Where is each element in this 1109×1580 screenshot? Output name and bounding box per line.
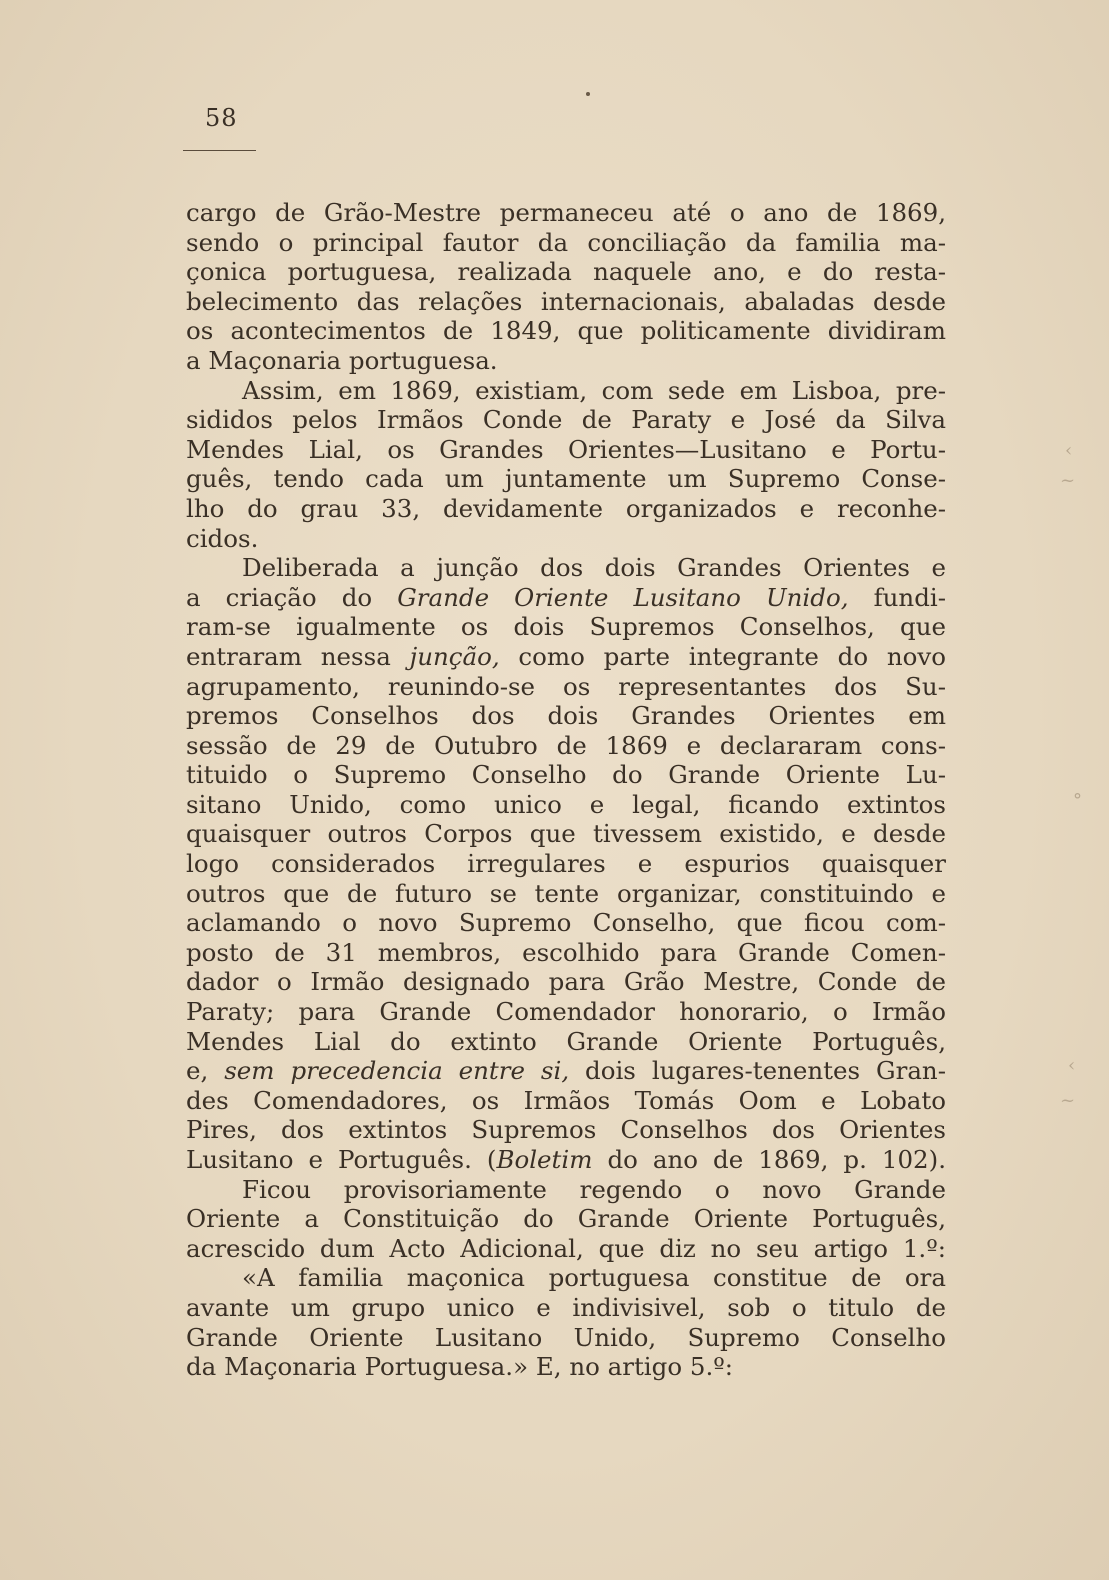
text-span: a criação do xyxy=(186,582,398,612)
italic-span: Boletim xyxy=(496,1145,593,1174)
text-line: sitano Unido, como unico e legal, ficando extintos xyxy=(186,789,946,819)
margin-mark: ~ xyxy=(1060,1090,1076,1111)
text-span: fundi- xyxy=(848,582,946,612)
text-line: Assim, em 1869, existiam, com sede em Lisboa, pre- xyxy=(242,375,946,405)
text-line: dador o Irmão designado para Grão Mestre, Conde de xyxy=(186,967,946,997)
text-line: Oriente a Constituição do Grande Oriente Português, xyxy=(186,1204,946,1234)
text-line: Deliberada a junção dos dois Grandes Orientes e xyxy=(242,553,946,583)
text-line: des Comendadores, os Irmãos Tomás Oom e Lobato xyxy=(186,1085,946,1115)
text-line xyxy=(186,1145,946,1175)
page-number: 58 xyxy=(205,104,238,132)
text-line: acrescido dum Acto Adicional, que diz no seu artigo 1.º: xyxy=(186,1233,946,1263)
text-span: dois lugares-tenentes Gran- xyxy=(569,1056,946,1086)
text-span: entraram nessa xyxy=(186,641,410,671)
text-line: os acontecimentos de 1849, que politicamente dividiram xyxy=(186,316,946,346)
text-line: da Maçonaria Portuguesa.» E, no artigo 5.º: xyxy=(186,1352,734,1382)
text-line: a Maçonaria portuguesa. xyxy=(186,345,498,375)
text-span: do ano de 1869, p. 102). xyxy=(592,1145,946,1174)
text-span: Lusitano e Português. ( xyxy=(186,1145,497,1174)
text-line: Mendes Lial do extinto Grande Oriente Português, xyxy=(186,1026,946,1056)
text-line: cidos. xyxy=(186,523,259,553)
margin-mark: ~ xyxy=(1060,470,1076,491)
text-line: outros que de futuro se tente organizar, constituindo e xyxy=(186,878,946,908)
text-line xyxy=(186,1056,946,1086)
header-rule xyxy=(183,150,256,151)
text-line xyxy=(186,583,946,613)
text-line: cargo de Grão-Mestre permaneceu até o ano de 1869, xyxy=(186,198,946,227)
text-line: belecimento das relações internacionais, abaladas desde xyxy=(186,286,946,316)
text-line: agrupamento, reunindo-se os representantes dos Su- xyxy=(186,671,946,701)
text-line: «A familia maçonica portuguesa constitue de ora xyxy=(242,1263,946,1293)
text-line: quaisquer outros Corpos que tivessem existido, e desde xyxy=(186,819,946,849)
text-line: posto de 31 membros, escolhido para Grande Comen- xyxy=(186,937,946,967)
text-line: sessão de 29 de Outubro de 1869 e declararam cons- xyxy=(186,730,946,760)
text-line: logo considerados irregulares e espurios quaisquer xyxy=(186,849,946,879)
text-line: Grande Oriente Lusitano Unido, Supremo Conselho xyxy=(186,1322,946,1352)
text-line: Paraty; para Grande Comendador honorario, o Irmão xyxy=(186,997,946,1027)
text-line: sendo o principal fautor da conciliação da familia ma- xyxy=(186,227,946,257)
text-line: Pires, dos extintos Supremos Conselhos dos Orientes xyxy=(186,1115,946,1145)
text-line: Mendes Lial, os Grandes Orientes—Lusitano e Portu- xyxy=(186,434,946,464)
text-span: e, xyxy=(186,1056,225,1086)
italic-span: junção, xyxy=(409,641,500,671)
text-line: tituido o Supremo Conselho do Grande Oriente Lu- xyxy=(186,760,946,790)
paper-speck xyxy=(586,92,590,96)
text-line: premos Conselhos dos dois Grandes Orientes em xyxy=(186,701,946,731)
margin-mark: ‹ xyxy=(1068,1055,1076,1076)
margin-mark: ° xyxy=(1073,790,1082,811)
italic-span: Grande Oriente Lusitano Unido, xyxy=(397,582,849,612)
text-line: avante um grupo unico e indivisivel, sob o titulo de xyxy=(186,1292,946,1322)
italic-span: sem precedencia entre si, xyxy=(224,1056,570,1086)
body-text xyxy=(186,198,946,1382)
text-line: çonica portuguesa, realizada naquele ano, e do resta- xyxy=(186,257,946,287)
text-line: ram-se igualmente os dois Supremos Conselhos, que xyxy=(186,612,946,642)
text-line: sididos pelos Irmãos Conde de Paraty e José da Silva xyxy=(186,405,946,435)
margin-mark: ‹ xyxy=(1065,440,1073,461)
text-line: lho do grau 33, devidamente organizados e reconhe- xyxy=(186,493,946,523)
text-span: como parte integrante do novo xyxy=(499,641,946,671)
text-line xyxy=(186,642,946,672)
text-line: Ficou provisoriamente regendo o novo Grande xyxy=(242,1174,946,1204)
text-line: guês, tendo cada um juntamente um Supremo Conse- xyxy=(186,464,946,494)
text-line: aclamando o novo Supremo Conselho, que ficou com- xyxy=(186,908,946,938)
